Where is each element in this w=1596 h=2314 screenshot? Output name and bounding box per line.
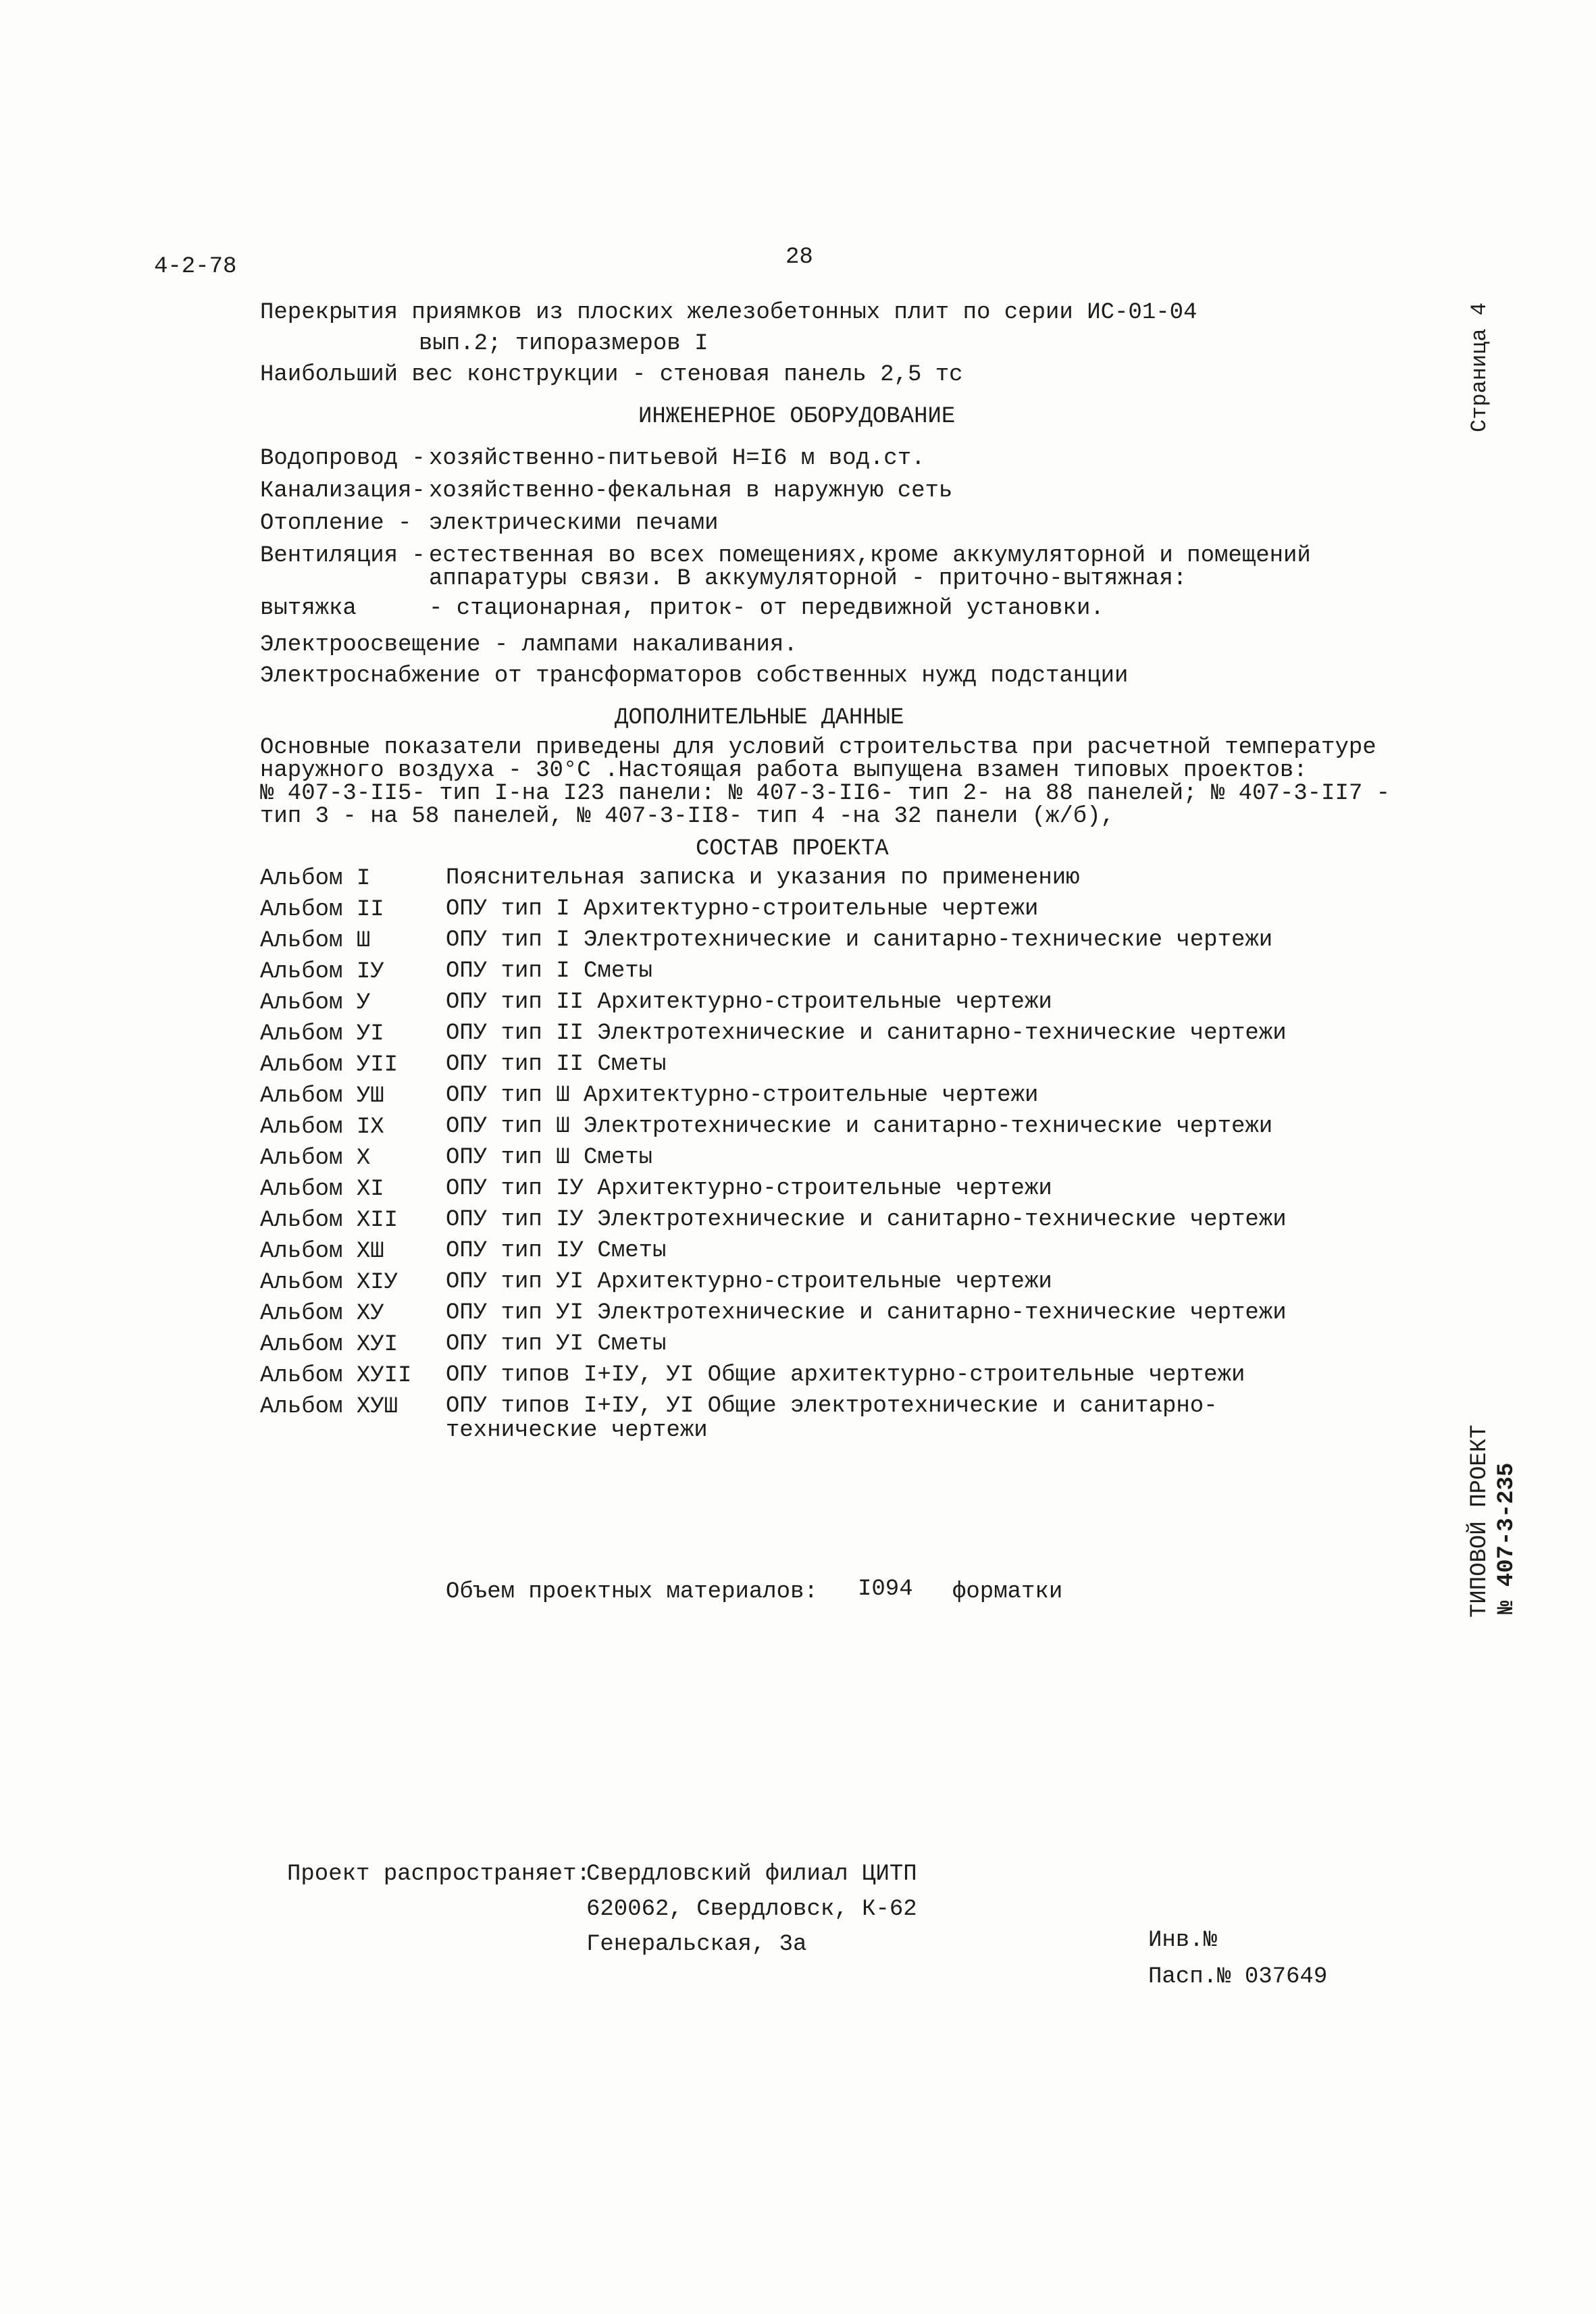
album-description: ОПУ типов I+IУ, УI Общие архитектурно-строительные чертежи bbox=[446, 1362, 1245, 1388]
album-row bbox=[260, 1114, 1341, 1146]
album-label: Альбом У bbox=[260, 990, 371, 1016]
side-stamp-line2: № 407-3-235 bbox=[1494, 1462, 1520, 1614]
album-description: ОПУ тип УI Электротехнические и санитарно-технические чертежи bbox=[446, 1300, 1287, 1326]
additional-line-2: наружного воздуха - 30°С .Настоящая работа выпущена взамен типовых проектов: bbox=[260, 758, 1308, 783]
engineering-item-value: естественная во всех помещениях,кроме аккумуляторной и помещений bbox=[429, 543, 1311, 569]
side-stamp-line1: ТИПОВОЙ ПРОЕКТ bbox=[1467, 1424, 1493, 1618]
album-description: ОПУ тип IУ Электротехнические и санитарно-технические чертежи bbox=[446, 1207, 1287, 1233]
engineering-item bbox=[260, 596, 1408, 627]
volume-unit: форматки bbox=[952, 1579, 1063, 1605]
additional-heading: ДОПОЛНИТЕЛЬНЫЕ ДАННЫЕ bbox=[615, 705, 904, 731]
album-description: ОПУ тип I Архитектурно-строительные чертежи bbox=[446, 896, 1039, 922]
album-row bbox=[260, 897, 1341, 928]
album-row bbox=[260, 1394, 1341, 1448]
album-description: ОПУ тип Ш Электротехнические и санитарно-технические чертежи bbox=[446, 1114, 1273, 1139]
engineering-item bbox=[260, 511, 1408, 542]
intro-line-1: Перекрытия приямков из плоских железобетонных плит по серии ИС-01-04 bbox=[260, 300, 1198, 326]
album-label: Альбом УII bbox=[260, 1052, 398, 1078]
album-description: ОПУ типов I+IУ, УI Общие электротехнические и санитарно-технические чертежи bbox=[446, 1393, 1218, 1443]
album-description: ОПУ тип IУ Архитектурно-строительные чертежи bbox=[446, 1176, 1052, 1202]
engineering-item-value: хозяйственно-фекальная в наружную сеть bbox=[429, 478, 953, 504]
album-description: ОПУ тип I Сметы bbox=[446, 958, 653, 984]
album-label: Альбом УШ bbox=[260, 1083, 384, 1109]
album-description: ОПУ тип Ш Архитектурно-строительные чертежи bbox=[446, 1083, 1039, 1108]
intro-line-3: Наибольший вес конструкции - стеновая панель 2,5 тс bbox=[260, 362, 963, 388]
additional-line-1: Основные показатели приведены для условий строительства при расчетной температуре bbox=[260, 735, 1376, 761]
album-label: Альбом XIУ bbox=[260, 1270, 398, 1295]
album-row bbox=[260, 990, 1341, 1021]
album-label: Альбом IУ bbox=[260, 959, 384, 985]
album-row bbox=[260, 1208, 1341, 1239]
volume-value: I094 bbox=[858, 1576, 913, 1602]
album-label: Альбом XУI bbox=[260, 1332, 398, 1358]
album-row bbox=[260, 1083, 1341, 1114]
album-description: Пояснительная записка и указания по применению bbox=[446, 865, 1080, 891]
document-code: 4-2-78 bbox=[154, 254, 237, 280]
album-description: ОПУ тип УI Архитектурно-строительные чертежи bbox=[446, 1269, 1052, 1295]
side-page-label: Страница 4 bbox=[1467, 302, 1492, 432]
distributor-label: Проект распространяет: bbox=[287, 1861, 590, 1887]
engineering-item bbox=[260, 478, 1408, 509]
album-description: ОПУ тип IУ Сметы bbox=[446, 1238, 667, 1264]
passport-number: Пасп.№ 037649 bbox=[1148, 1964, 1328, 1990]
page-number: 28 bbox=[786, 245, 813, 270]
album-row bbox=[260, 1332, 1341, 1363]
album-row bbox=[260, 959, 1341, 990]
album-description: ОПУ тип II Электротехнические и санитарно-технические чертежи bbox=[446, 1021, 1287, 1046]
engineering-lighting: Электроосвещение - лампами накаливания. bbox=[260, 632, 798, 658]
album-description: ОПУ тип II Сметы bbox=[446, 1052, 667, 1077]
album-label: Альбом УI bbox=[260, 1021, 384, 1047]
distributor-line-1: Свердловский филиал ЦИТП bbox=[586, 1861, 917, 1887]
intro-line-2: вып.2; типоразмеров I bbox=[419, 331, 709, 357]
distributor-line-3: Генеральская, 3а bbox=[586, 1932, 807, 1957]
album-row bbox=[260, 1177, 1341, 1208]
album-label: Альбом II bbox=[260, 897, 384, 923]
engineering-item-value: аппаратуры связи. В аккумуляторной - приточно-вытяжная: bbox=[429, 566, 1187, 592]
album-row bbox=[260, 866, 1341, 897]
album-row bbox=[260, 1052, 1341, 1083]
album-label: Альбом XУ bbox=[260, 1301, 384, 1327]
engineering-item bbox=[260, 446, 1408, 477]
inventory-number: Инв.№ bbox=[1148, 1928, 1218, 1953]
album-label: Альбом XУII bbox=[260, 1363, 412, 1389]
album-description: ОПУ тип I Электротехнические и санитарно-технические чертежи bbox=[446, 927, 1273, 953]
album-description: ОПУ тип Ш Сметы bbox=[446, 1145, 653, 1171]
album-row bbox=[260, 1363, 1341, 1394]
album-label: Альбом XШ bbox=[260, 1239, 384, 1264]
album-label: Альбом IX bbox=[260, 1114, 384, 1140]
distributor-line-2: 620062, Свердловск, К-62 bbox=[586, 1897, 917, 1922]
album-label: Альбом Ш bbox=[260, 928, 371, 954]
album-label: Альбом XУШ bbox=[260, 1394, 398, 1420]
album-label: Альбом XII bbox=[260, 1208, 398, 1233]
engineering-heading: ИНЖЕНЕРНОЕ ОБОРУДОВАНИЕ bbox=[638, 404, 956, 430]
album-description: ОПУ тип II Архитектурно-строительные чертежи bbox=[446, 989, 1052, 1015]
engineering-item-value: - стационарная, приток- от передвижной установки. bbox=[429, 596, 1104, 621]
volume-label: Объем проектных материалов: bbox=[446, 1579, 818, 1605]
album-label: Альбом I bbox=[260, 866, 371, 892]
album-row bbox=[260, 1146, 1341, 1177]
engineering-item-value: хозяйственно-питьевой Н=I6 м вод.ст. bbox=[429, 446, 925, 471]
engineering-power: Электроснабжение от трансформаторов собственных нужд подстанции bbox=[260, 663, 1129, 689]
album-description: ОПУ тип УI Сметы bbox=[446, 1331, 667, 1357]
engineering-item-label: вытяжка bbox=[260, 596, 357, 621]
additional-line-3: № 407-3-II5- тип I-на I23 панели: № 407-3-II6- тип 2- на 88 панелей; № 407-3-II7 - bbox=[260, 781, 1391, 806]
album-label: Альбом XI bbox=[260, 1177, 384, 1202]
album-row bbox=[260, 1270, 1341, 1301]
album-row bbox=[260, 1239, 1341, 1270]
album-label: Альбом X bbox=[260, 1146, 371, 1171]
additional-line-4: тип 3 - на 58 панелей, № 407-3-II8- тип 4 -на 32 панели (ж/б), bbox=[260, 804, 1115, 829]
engineering-item-value: электрическими печами bbox=[429, 511, 719, 536]
engineering-item-label: Вентиляция - bbox=[260, 543, 426, 569]
album-row bbox=[260, 928, 1341, 959]
composition-heading: СОСТАВ ПРОЕКТА bbox=[696, 836, 889, 862]
engineering-item-label: Отопление - bbox=[260, 511, 412, 536]
engineering-item-label: Канализация- bbox=[260, 478, 426, 504]
album-row bbox=[260, 1021, 1341, 1052]
engineering-item bbox=[260, 566, 1408, 597]
album-row bbox=[260, 1301, 1341, 1332]
engineering-item-label: Водопровод - bbox=[260, 446, 426, 471]
